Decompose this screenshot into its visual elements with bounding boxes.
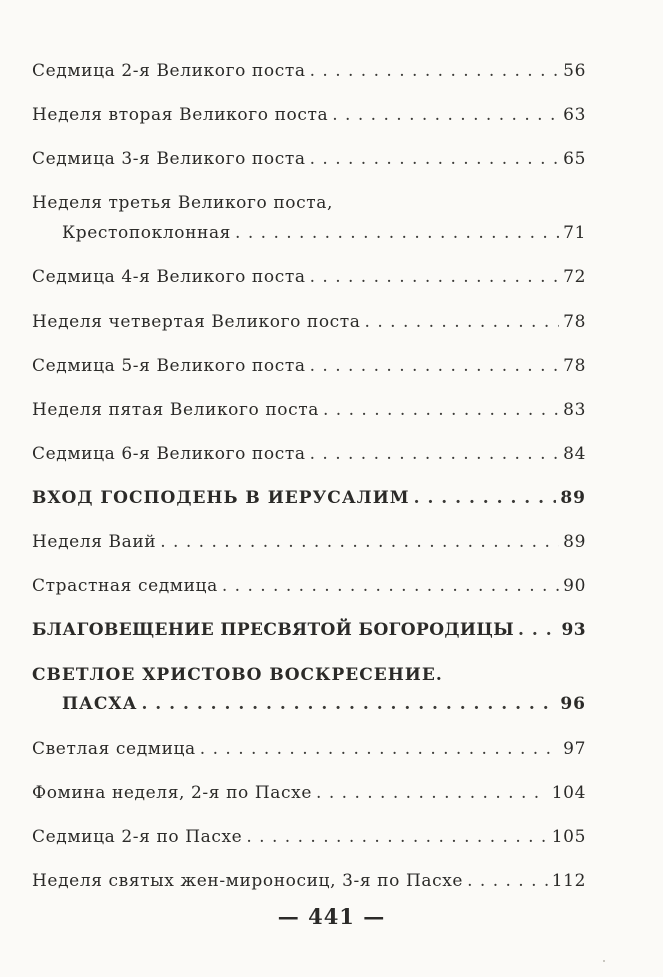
toc-leader-dots — [310, 148, 560, 170]
toc-entry-page: 112 — [551, 871, 586, 891]
toc-entry — [32, 148, 586, 170]
toc-entry-page: 78 — [563, 312, 586, 332]
toc-section-heading — [32, 487, 586, 509]
toc-leader-dots — [414, 487, 557, 509]
toc-leader-dots — [316, 782, 548, 804]
toc-entry-title: Неделя третья Великого поста, — [32, 193, 333, 213]
toc-section-heading — [32, 619, 586, 641]
toc-leader-dots — [365, 311, 560, 333]
toc-entry-page: 56 — [563, 61, 586, 81]
toc-entry-title: БЛАГОВЕЩЕНИЕ ПРЕСВЯТОЙ БОГОРОДИЦЫ — [32, 620, 515, 640]
toc-leader-dots — [310, 443, 560, 465]
toc-entry-page: 104 — [551, 783, 586, 803]
toc-entry-page: 93 — [561, 620, 586, 640]
page-number-footer: — 441 — — [277, 904, 386, 929]
toc-entry-title: Светлая седмица — [32, 739, 196, 759]
toc-leader-dots — [310, 60, 560, 82]
toc-entry-page: 65 — [563, 149, 586, 169]
toc-entry — [32, 870, 586, 892]
toc-entry — [32, 60, 586, 82]
toc-entry — [32, 192, 586, 214]
toc-entry-page: 96 — [560, 694, 586, 714]
toc-entry-page: 83 — [563, 400, 586, 420]
toc-entry — [32, 399, 586, 421]
toc-entry-title: Крестопоклонная — [62, 223, 232, 243]
toc-entry-title: СВЕТЛОЕ ХРИСТОВО ВОСКРЕСЕНИЕ. — [32, 665, 443, 685]
toc-leader-dots — [246, 826, 547, 848]
toc-entry — [32, 104, 586, 126]
toc-entry — [32, 782, 586, 804]
toc-entry — [32, 738, 586, 760]
toc-entry-title: Страстная седмица — [32, 576, 218, 596]
toc-entry-page: 71 — [563, 223, 586, 243]
toc-entry-page: 84 — [563, 444, 586, 464]
toc-entry-page: 90 — [563, 576, 586, 596]
toc-leader-dots — [518, 619, 557, 641]
toc-entry-continuation — [62, 222, 586, 244]
toc-leader-dots — [160, 531, 559, 553]
toc-leader-dots — [200, 738, 559, 760]
toc-entry-page: 105 — [551, 827, 586, 847]
toc-entry — [32, 266, 586, 288]
toc-entry-page: 89 — [563, 532, 586, 552]
toc-leader-dots — [235, 222, 559, 244]
toc-entry-page: 72 — [563, 267, 586, 287]
toc-entry-title: Фомина неделя, 2-я по Пасхе — [32, 783, 313, 803]
toc-entry — [32, 355, 586, 377]
toc-section-heading — [32, 664, 586, 686]
paper-speck — [603, 960, 605, 962]
toc-entry-title: Неделя четвертая Великого поста — [32, 312, 361, 332]
toc-entry-title: Седмица 2-я по Пасхе — [32, 827, 243, 847]
toc-entry-title: Неделя пятая Великого поста — [32, 400, 319, 420]
toc-section-heading-continuation — [62, 693, 586, 715]
toc-entry-title: ПАСХА — [62, 694, 138, 714]
toc-entry-page: 78 — [563, 356, 586, 376]
toc-entry — [32, 443, 586, 465]
toc-entry-title: Седмица 2-я Великого поста — [32, 61, 306, 81]
toc-entry-title: Седмица 4-я Великого поста — [32, 267, 306, 287]
toc-entry-title: Неделя святых жен-мироносиц, 3-я по Пасхе — [32, 871, 464, 891]
toc-leader-dots — [141, 693, 556, 715]
toc-entry-title: ВХОД ГОСПОДЕНЬ В ИЕРУСАЛИМ — [32, 488, 410, 508]
toc-leader-dots — [310, 266, 560, 288]
toc-entry-page: 97 — [563, 739, 586, 759]
toc-entry-page: 89 — [560, 488, 586, 508]
toc-entry-page: 63 — [563, 105, 586, 125]
toc-entry-title: Седмица 3-я Великого поста — [32, 149, 306, 169]
toc-entry — [32, 826, 586, 848]
toc-entry-title: Неделя Ваий — [32, 532, 157, 552]
toc-leader-dots — [222, 575, 559, 597]
toc-entry — [32, 531, 586, 553]
toc-entry-title: Неделя вторая Великого поста — [32, 105, 329, 125]
toc-leader-dots — [323, 399, 559, 421]
toc-entry-title: Седмица 6-я Великого поста — [32, 444, 306, 464]
toc-entry-title: Седмица 5-я Великого поста — [32, 356, 306, 376]
toc-leader-dots — [310, 355, 560, 377]
toc-entry — [32, 575, 586, 597]
toc-leader-dots — [467, 870, 548, 892]
toc-entry — [32, 311, 586, 333]
toc-leader-dots — [332, 104, 559, 126]
